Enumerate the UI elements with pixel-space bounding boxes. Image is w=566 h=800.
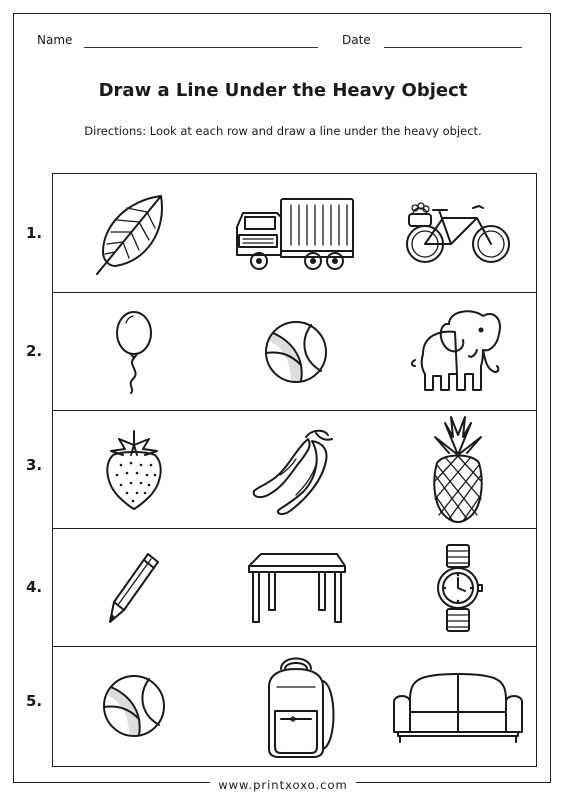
- backpack-icon[interactable]: [215, 647, 377, 765]
- leaf-icon[interactable]: [53, 174, 215, 292]
- worksheet-row: [53, 292, 536, 410]
- worksheet-title: Draw a Line Under the Heavy Object: [98, 80, 468, 101]
- website-link[interactable]: www.printxoxo.com: [210, 778, 355, 792]
- worksheet-row: [53, 410, 536, 528]
- date-label: Date: [342, 33, 371, 47]
- elephant-icon[interactable]: [377, 293, 538, 410]
- pencil-icon[interactable]: [53, 529, 215, 646]
- row-number: 4.: [26, 578, 43, 596]
- directions-text: Directions: Look at each row and draw a line under the heavy object.: [84, 124, 482, 138]
- balloon-icon[interactable]: [53, 293, 215, 410]
- sofa-icon[interactable]: [377, 647, 538, 765]
- watch-icon[interactable]: [377, 529, 538, 646]
- pineapple-icon[interactable]: [377, 411, 538, 528]
- footer: [0, 774, 566, 793]
- strawberry-icon[interactable]: [53, 411, 215, 528]
- truck-icon[interactable]: [215, 174, 377, 292]
- worksheet-row: [53, 528, 536, 646]
- bicycle-icon[interactable]: [377, 174, 538, 292]
- ball-icon[interactable]: [215, 293, 377, 410]
- beans-icon[interactable]: [215, 411, 377, 528]
- name-label: Name: [37, 33, 73, 47]
- worksheet-grid: [52, 173, 537, 767]
- name-field[interactable]: [84, 47, 318, 48]
- date-field[interactable]: [384, 47, 522, 48]
- worksheet-row: [53, 174, 536, 292]
- row-number: 1.: [26, 224, 43, 242]
- row-number: 2.: [26, 342, 43, 360]
- row-number: 5.: [26, 692, 43, 710]
- worksheet-row: [53, 646, 536, 765]
- ball-icon[interactable]: [53, 647, 215, 765]
- row-number: 3.: [26, 456, 43, 474]
- table-icon[interactable]: [215, 529, 377, 646]
